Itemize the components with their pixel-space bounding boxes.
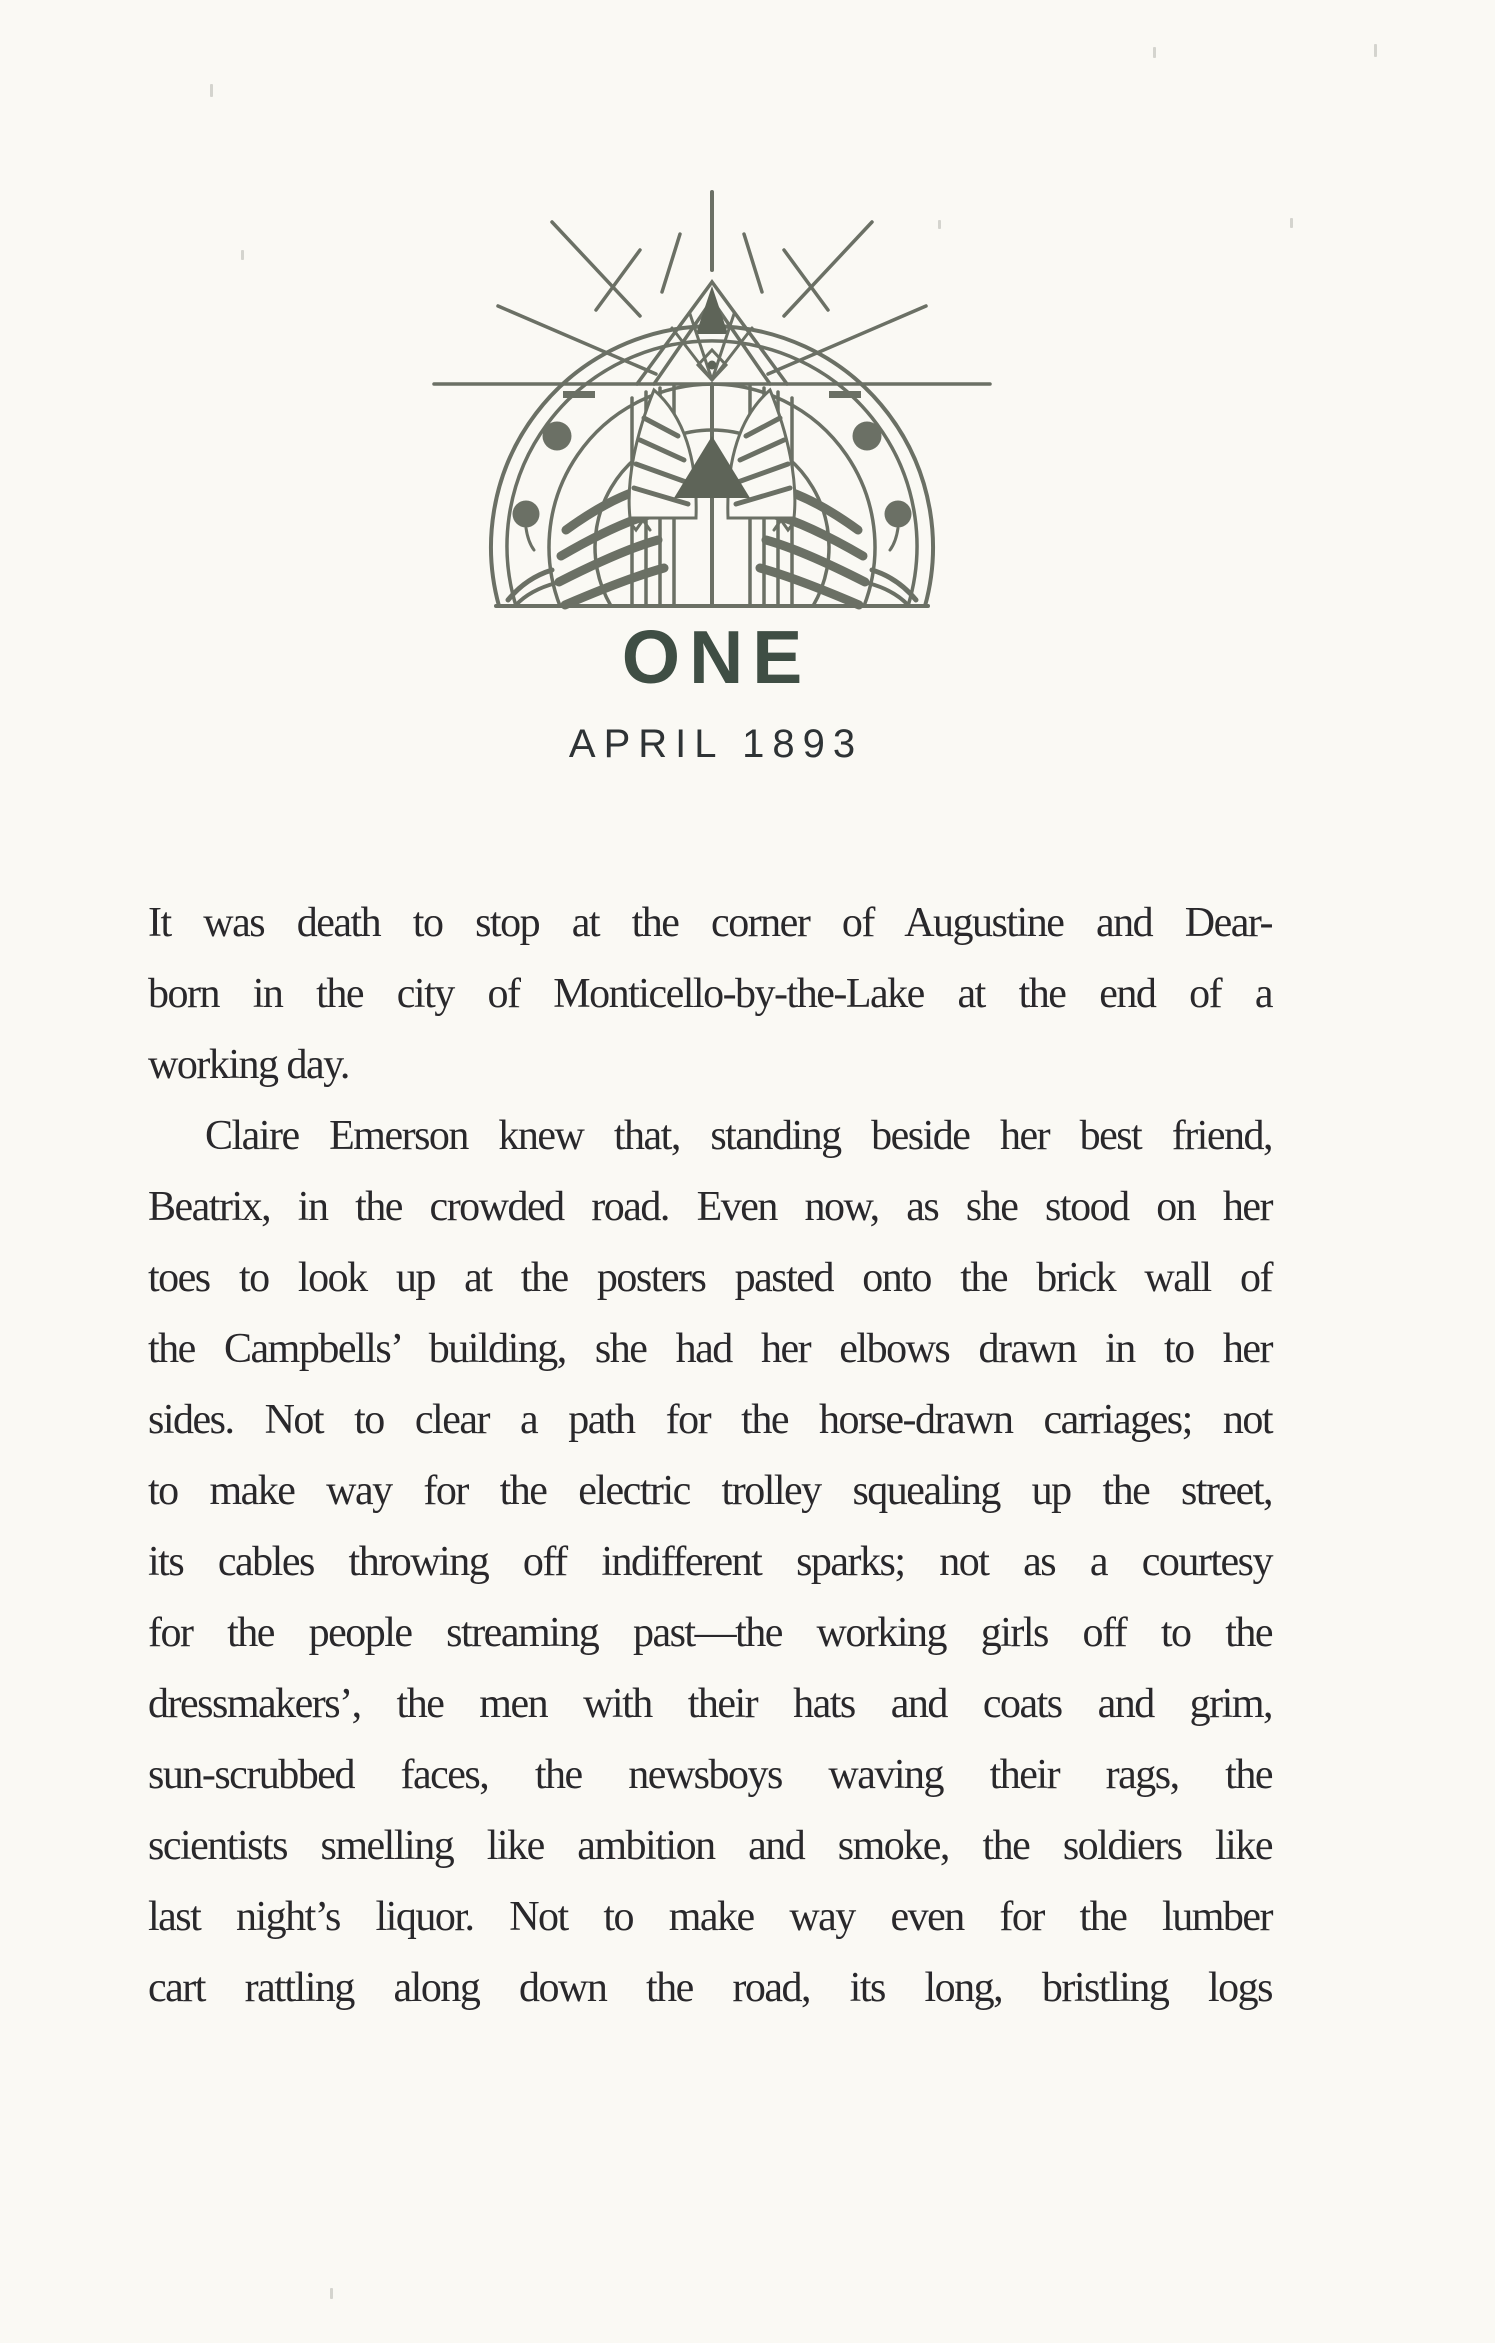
text-line: sides. Not to clear a path for the horse-drawn carriages; not [148,1397,1272,1443]
text-line: the Campbells’ building, she had her elbows drawn in to her [148,1326,1272,1372]
body-text [148,888,1272,2024]
text-line: last night’s liquor. Not to make way even for the lumber [148,1894,1272,1940]
text-line: It was death to stop at the corner of Augustine and Dear- [148,900,1272,946]
text-line: scientists smelling like ambition and smoke, the soldiers like [148,1823,1272,1869]
text-line: born in the city of Monticello-by-the-Lake at the end of a [148,971,1272,1017]
scan-artifact [210,84,213,97]
text-line: Beatrix, in the crowded road. Even now, as she stood on her [148,1184,1272,1230]
scan-artifact [1290,218,1293,228]
scan-artifact [1153,47,1156,58]
chapter-number: ONE [621,615,812,699]
text-line: dressmakers’, the men with their hats and coats and grim, [148,1681,1272,1727]
text-line: working day. [148,1042,349,1088]
scan-artifact [330,2288,333,2299]
text-line: sun-scrubbed faces, the newsboys waving their rags, the [148,1752,1272,1798]
text-line: to make way for the electric trolley squealing up the street, [148,1468,1272,1514]
ornament-graphic [432,188,992,620]
text-line: cart rattling along down the road, its long, bristling logs [148,1965,1272,2011]
text-line: toes to look up at the posters pasted onto the brick wall of [148,1255,1272,1301]
text-line: its cables throwing off indifferent sparks; not as a courtesy [148,1539,1272,1585]
scan-artifact [241,250,244,260]
text-line: for the people streaming past—the working girls off to the [148,1610,1272,1656]
text-line: Claire Emerson knew that, standing beside her best friend, [205,1113,1272,1159]
scan-artifact [1374,44,1377,57]
art-deco-dome-ornament [432,188,992,620]
chapter-date: APRIL 1893 [568,722,864,766]
